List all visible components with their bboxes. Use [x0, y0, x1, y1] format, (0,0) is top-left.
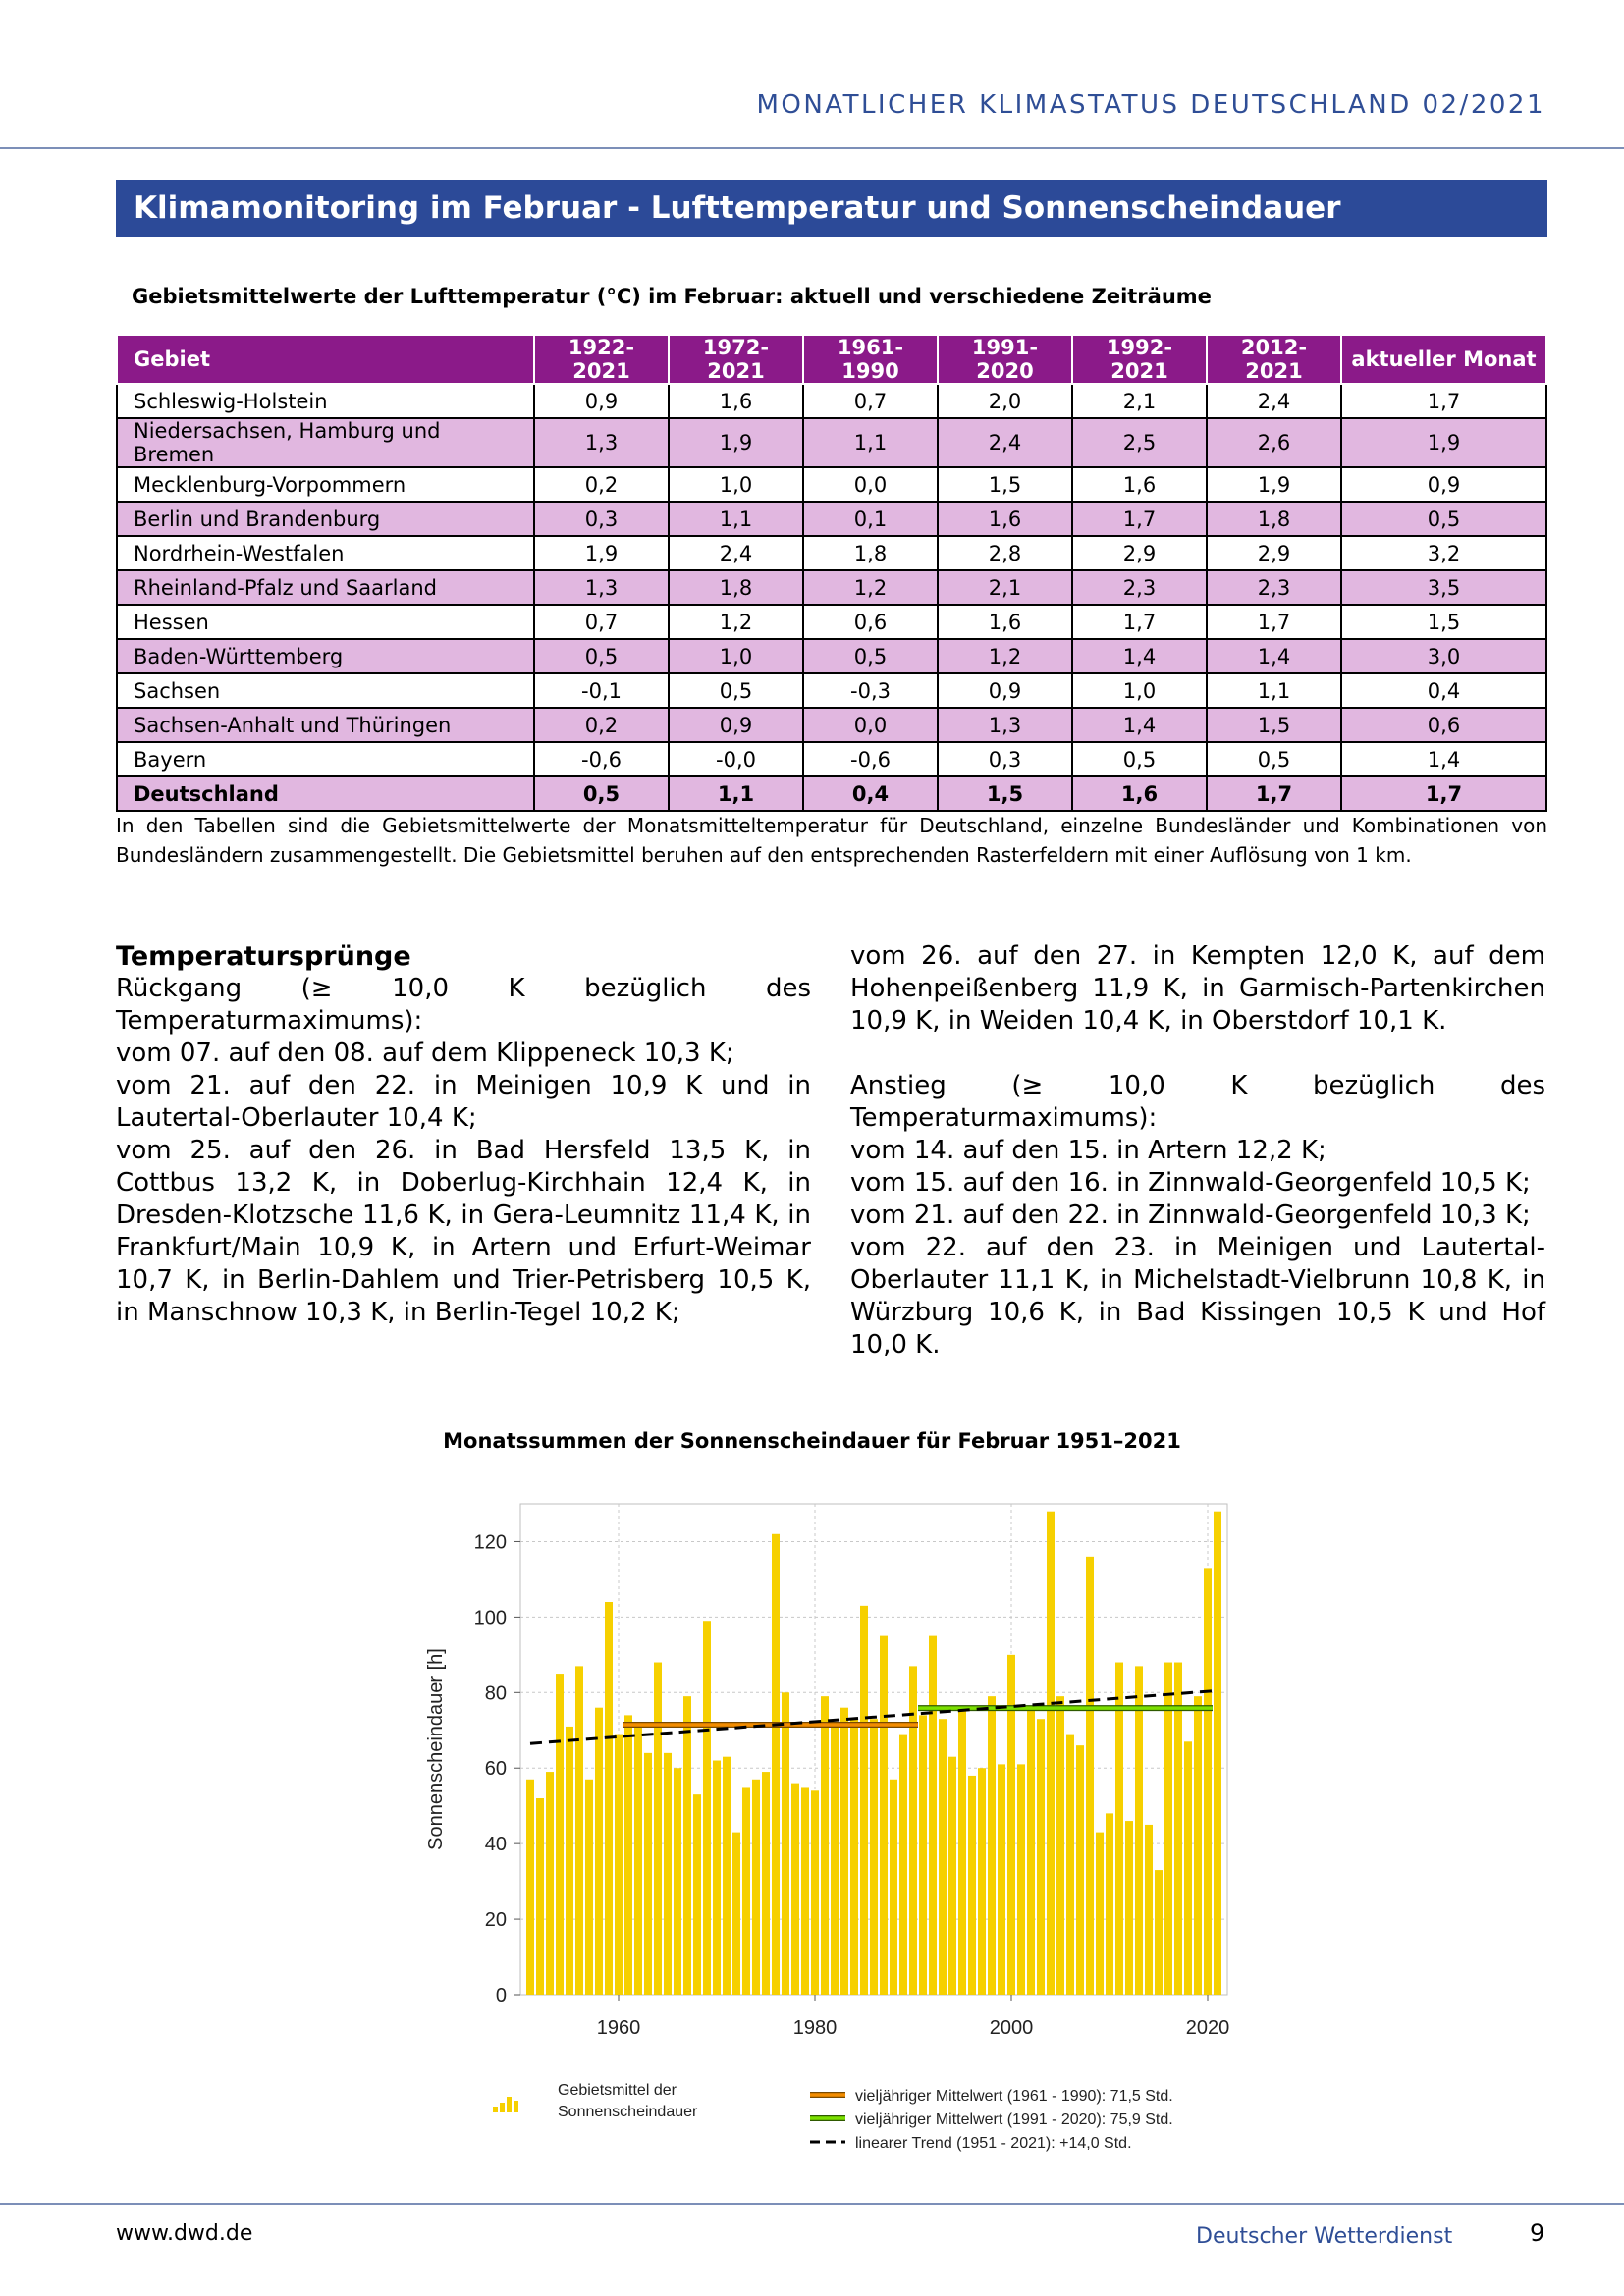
chart-bar: [674, 1768, 681, 1995]
header-cell: 1922-2021: [534, 335, 669, 384]
y-tick-label: 60: [484, 1758, 507, 1781]
value-cell: 1,2: [803, 570, 938, 605]
chart-bar: [968, 1776, 976, 1995]
chart-bar: [880, 1636, 888, 1995]
table-caption: Gebietsmittelwerte der Lufttemperatur (°C) im Februar: aktuell und verschiedene Zeiträume: [132, 285, 1212, 308]
value-cell: 1,7: [1341, 776, 1546, 811]
y-tick-label: 120: [473, 1531, 507, 1554]
chart-bar: [1096, 1833, 1104, 1995]
chart-bar: [1086, 1557, 1094, 1995]
table-row: [117, 605, 1546, 639]
chart-bar: [939, 1719, 947, 1995]
value-cell: 1,4: [1207, 639, 1341, 673]
chart-bar: [1125, 1821, 1133, 1995]
value-cell: 0,5: [669, 673, 803, 708]
region-cell: Bayern: [117, 742, 534, 776]
chart-bar: [1214, 1512, 1221, 1995]
value-cell: 2,6: [1207, 418, 1341, 467]
text-column-left: [116, 940, 811, 1329]
legend-label: Sonnenscheindauer: [558, 2104, 698, 2120]
chart-bar: [978, 1768, 986, 1995]
table-row: [117, 776, 1546, 811]
chart-bar: [526, 1780, 534, 1995]
chart-bar: [791, 1784, 799, 1995]
header-divider: [0, 147, 1624, 149]
chart-bar: [742, 1787, 750, 1995]
chart-bar: [840, 1708, 848, 1995]
region-cell: Nordrhein-Westfalen: [117, 536, 534, 570]
region-cell: Niedersachsen, Hamburg und Bremen: [117, 418, 534, 467]
value-cell: 1,5: [938, 467, 1072, 502]
value-cell: 1,8: [669, 570, 803, 605]
paragraph: vom 07. auf den 08. auf dem Klippeneck 10,3 K;: [116, 1039, 734, 1068]
value-cell: 1,4: [1072, 708, 1207, 742]
y-tick-label: 80: [484, 1682, 507, 1705]
value-cell: 1,9: [534, 536, 669, 570]
table-row: [117, 570, 1546, 605]
chart-bar: [782, 1692, 789, 1995]
value-cell: 1,8: [803, 536, 938, 570]
paragraph: vom 25. auf den 26. in Bad Hersfeld 13,5 K, in Cottbus 13,2 K, in Doberlug-Kirchhain 12,4 K, in Dresden-Klotzsche 11,6 K, in Gera-Leumnitz 11,4 K, in Frankfurt/Main 10,9 K, in Artern und Erfurt-Weimar 10,7 K, in Berlin-Dahlem und Trier-Petrisberg 10,5 K, in Manschnow 10,3 K, in Berlin-Tegel 10,2 K;: [116, 1136, 811, 1327]
value-cell: 1,5: [938, 776, 1072, 811]
chart-bar: [703, 1621, 711, 1995]
value-cell: 1,8: [1207, 502, 1341, 536]
chart-bar: [890, 1780, 897, 1995]
region-cell: Schleswig-Holstein: [117, 384, 534, 418]
chart-bar: [1076, 1745, 1084, 1995]
table-row: [117, 418, 1546, 467]
chart-bar: [595, 1708, 603, 1995]
chart-bar: [811, 1790, 819, 1995]
value-cell: 3,0: [1341, 639, 1546, 673]
chart-bar: [654, 1663, 662, 1995]
chart-bar: [1204, 1568, 1212, 1995]
value-cell: 2,4: [938, 418, 1072, 467]
paragraph: Rückgang (≥ 10,0 K bezüglich des Temperaturmaximums):: [116, 974, 811, 1036]
value-cell: 0,9: [669, 708, 803, 742]
value-cell: 0,1: [803, 502, 938, 536]
value-cell: 0,0: [803, 708, 938, 742]
value-cell: 1,4: [1341, 742, 1546, 776]
chart-bar: [585, 1780, 593, 1995]
chart-bar: [870, 1719, 878, 1995]
chart-bar: [1145, 1825, 1153, 1995]
value-cell: 2,0: [938, 384, 1072, 418]
value-cell: -0,3: [803, 673, 938, 708]
value-cell: 0,9: [1341, 467, 1546, 502]
value-cell: 0,9: [938, 673, 1072, 708]
value-cell: 1,5: [1341, 605, 1546, 639]
chart-bar: [831, 1727, 839, 1995]
value-cell: 0,5: [1072, 742, 1207, 776]
chart-bar: [801, 1787, 809, 1995]
value-cell: 2,1: [1072, 384, 1207, 418]
value-cell: 1,7: [1072, 605, 1207, 639]
chart-title: Monatssummen der Sonnenscheindauer für Februar 1951–2021: [443, 1429, 1181, 1453]
value-cell: 1,0: [669, 467, 803, 502]
region-cell: Rheinland-Pfalz und Saarland: [117, 570, 534, 605]
value-cell: 2,4: [1207, 384, 1341, 418]
value-cell: 1,1: [1207, 673, 1341, 708]
value-cell: -0,6: [803, 742, 938, 776]
header-cell: Gebiet: [117, 335, 534, 384]
chart-bar: [929, 1636, 937, 1995]
paragraph: vom 15. auf den 16. in Zinnwald-Georgenfeld 10,5 K;: [850, 1168, 1531, 1198]
table-header-row: [117, 335, 1546, 384]
y-axis-label: Sonnenscheindauer [h]: [425, 1648, 447, 1850]
chart-bar: [1017, 1764, 1025, 1995]
value-cell: 1,7: [1341, 384, 1546, 418]
region-cell: Sachsen: [117, 673, 534, 708]
table-row: [117, 384, 1546, 418]
chart-bar: [1184, 1741, 1192, 1995]
y-tick-label: 20: [484, 1909, 507, 1932]
value-cell: 1,7: [1207, 605, 1341, 639]
chart-bar: [1174, 1663, 1182, 1995]
chart-bar: [948, 1757, 956, 1995]
chart-bar: [732, 1833, 740, 1995]
value-cell: 0,2: [534, 708, 669, 742]
legend-label: linearer Trend (1951 - 2021): +14,0 Std.: [855, 2135, 1132, 2152]
value-cell: 0,5: [534, 639, 669, 673]
header-cell: aktueller Monat: [1341, 335, 1546, 384]
region-cell: Berlin und Brandenburg: [117, 502, 534, 536]
table-row: [117, 467, 1546, 502]
value-cell: 1,2: [938, 639, 1072, 673]
value-cell: 0,9: [534, 384, 669, 418]
value-cell: 1,5: [1207, 708, 1341, 742]
value-cell: 2,9: [1072, 536, 1207, 570]
value-cell: 2,3: [1072, 570, 1207, 605]
chart-bar: [1135, 1666, 1143, 1995]
chart-bar: [752, 1780, 760, 1995]
x-tick-label: 1960: [596, 2017, 641, 2039]
value-cell: 1,0: [1072, 673, 1207, 708]
value-cell: 1,6: [1072, 467, 1207, 502]
text-column-right: [850, 940, 1545, 1362]
chart-bar: [1056, 1696, 1064, 1995]
chart-bar: [634, 1723, 642, 1995]
value-cell: 0,5: [1207, 742, 1341, 776]
table-row: [117, 742, 1546, 776]
value-cell: 1,6: [1072, 776, 1207, 811]
chart-bar: [860, 1606, 868, 1995]
value-cell: 1,2: [669, 605, 803, 639]
table-row: [117, 639, 1546, 673]
chart-bar: [1155, 1870, 1163, 1995]
value-cell: 0,7: [534, 605, 669, 639]
section-heading: Temperatursprünge: [116, 941, 411, 972]
header-cell: 1972-2021: [669, 335, 803, 384]
chart-bar: [988, 1696, 996, 1995]
chart-bar: [723, 1757, 731, 1995]
value-cell: 0,6: [803, 605, 938, 639]
chart-bar: [919, 1715, 927, 1995]
value-cell: 1,3: [938, 708, 1072, 742]
value-cell: -0,6: [534, 742, 669, 776]
value-cell: 0,5: [1341, 502, 1546, 536]
value-cell: 1,9: [1341, 418, 1546, 467]
chart-bar: [605, 1602, 613, 1995]
chart-bar: [566, 1727, 573, 1995]
chart-bar: [899, 1735, 907, 1995]
temperature-table: [116, 334, 1547, 812]
y-tick-label: 0: [495, 1985, 507, 2006]
x-tick-label: 2000: [989, 2017, 1034, 2039]
value-cell: 1,4: [1072, 639, 1207, 673]
footer-organization: Deutscher Wetterdienst: [1196, 2224, 1453, 2249]
region-cell: Sachsen-Anhalt und Thüringen: [117, 708, 534, 742]
value-cell: 1,6: [938, 502, 1072, 536]
chart-bar: [546, 1772, 554, 1995]
legend-label: vieljähriger Mittelwert (1991 - 2020): 75,9 Std.: [855, 2111, 1173, 2128]
value-cell: 0,6: [1341, 708, 1546, 742]
legend-label: Gebietsmittel der: [558, 2082, 677, 2099]
y-tick-label: 40: [484, 1834, 507, 1856]
value-cell: 1,6: [669, 384, 803, 418]
value-cell: 1,3: [534, 418, 669, 467]
paragraph: vom 21. auf den 22. in Zinnwald-Georgenfeld 10,3 K;: [850, 1201, 1531, 1230]
value-cell: -0,1: [534, 673, 669, 708]
footer-url: www.dwd.de: [116, 2221, 253, 2246]
paragraph: vom 26. auf den 27. in Kempten 12,0 K, auf dem Hohenpeißenberg 11,9 K, in Garmisch-Partenkirchen 10,9 K, in Weiden 10,4 K, in Oberstdorf 10,1 K.: [850, 941, 1545, 1036]
value-cell: 1,9: [1207, 467, 1341, 502]
region-cell: Deutschland: [117, 776, 534, 811]
legend-bars-icon: [514, 2101, 518, 2112]
table-row: [117, 502, 1546, 536]
region-cell: Baden-Württemberg: [117, 639, 534, 673]
value-cell: 3,2: [1341, 536, 1546, 570]
legend-label: vieljähriger Mittelwert (1961 - 1990): 71,5 Std.: [855, 2088, 1173, 2105]
value-cell: 2,1: [938, 570, 1072, 605]
paragraph: vom 22. auf den 23. in Meinigen und Lautertal-Oberlauter 11,1 K, in Michelstadt-Vielbrunn 10,8 K, in Würzburg 10,6 K, in Bad Kissingen 10,5 K und Hof 10,0 K.: [850, 1233, 1545, 1360]
y-tick-label: 100: [473, 1607, 507, 1629]
paragraph: vom 14. auf den 15. in Artern 12,2 K;: [850, 1136, 1326, 1165]
value-cell: 2,8: [938, 536, 1072, 570]
header-cell: 1992-2021: [1072, 335, 1207, 384]
value-cell: 2,9: [1207, 536, 1341, 570]
value-cell: 0,5: [803, 639, 938, 673]
value-cell: 2,4: [669, 536, 803, 570]
value-cell: 0,0: [803, 467, 938, 502]
chart-bar: [958, 1712, 966, 1995]
footer-divider: [0, 2203, 1624, 2205]
chart-bar: [556, 1674, 564, 1995]
chart-bar: [624, 1715, 632, 1995]
chart-bar: [713, 1761, 721, 1995]
section-title: Klimamonitoring im Februar - Lufttemperatur und Sonnenscheindauer: [116, 180, 1547, 237]
paragraph: Anstieg (≥ 10,0 K bezüglich des Temperaturmaximums):: [850, 1071, 1545, 1133]
table-note: In den Tabellen sind die Gebietsmittelwerte der Monatsmitteltemperatur für Deutschland, einzelne Bundesländer und Kombinationen von Bundesländern zusammengestellt. Die Gebietsmittel beruhen auf den entsprechenden Rasterfeldern mit einer Auflösung von 1 km.: [116, 814, 1547, 867]
chart-bar: [575, 1666, 583, 1995]
chart-bar: [1115, 1663, 1123, 1995]
chart-bar: [772, 1534, 780, 1995]
chart-bar: [762, 1772, 770, 1995]
header-cell: 2012-2021: [1207, 335, 1341, 384]
chart-bar: [693, 1794, 701, 1995]
value-cell: 1,9: [669, 418, 803, 467]
value-cell: 0,3: [938, 742, 1072, 776]
x-tick-label: 1980: [792, 2017, 838, 2039]
table-row: [117, 673, 1546, 708]
report-title: MONATLICHER KLIMASTATUS DEUTSCHLAND 02/2021: [756, 90, 1545, 120]
value-cell: 1,1: [669, 502, 803, 536]
value-cell: 2,5: [1072, 418, 1207, 467]
chart-bar: [1106, 1813, 1113, 1995]
chart-bar: [1047, 1512, 1055, 1995]
chart-bar: [1066, 1735, 1074, 1995]
value-cell: 0,3: [534, 502, 669, 536]
value-cell: 0,2: [534, 467, 669, 502]
value-cell: 0,4: [1341, 673, 1546, 708]
table-row: [117, 708, 1546, 742]
value-cell: 1,7: [1207, 776, 1341, 811]
table-row: [117, 536, 1546, 570]
chart-bar: [1037, 1719, 1045, 1995]
value-cell: 1,1: [803, 418, 938, 467]
value-cell: -0,0: [669, 742, 803, 776]
legend-bars-icon: [500, 2103, 505, 2112]
chart-bar: [615, 1735, 623, 1995]
chart-bar: [998, 1764, 1005, 1995]
chart-bar: [664, 1753, 672, 1995]
chart-bar: [644, 1753, 652, 1995]
value-cell: 1,3: [534, 570, 669, 605]
page-number: 9: [1530, 2219, 1545, 2247]
value-cell: 1,6: [938, 605, 1072, 639]
value-cell: 2,3: [1207, 570, 1341, 605]
chart-bar: [1027, 1708, 1035, 1995]
header-cell: 1991-2020: [938, 335, 1072, 384]
region-cell: Hessen: [117, 605, 534, 639]
value-cell: 0,7: [803, 384, 938, 418]
chart-bar: [1164, 1663, 1172, 1995]
chart-bar: [850, 1719, 858, 1995]
chart-bar: [1194, 1696, 1202, 1995]
value-cell: 3,5: [1341, 570, 1546, 605]
chart-bar: [821, 1696, 829, 1995]
legend-bars-icon: [493, 2107, 498, 2112]
paragraph: vom 21. auf den 22. in Meinigen 10,9 K und in Lautertal-Oberlauter 10,4 K;: [116, 1071, 811, 1133]
legend-bars-icon: [507, 2097, 512, 2112]
value-cell: 1,1: [669, 776, 803, 811]
chart-bar: [683, 1696, 691, 1995]
value-cell: 1,0: [669, 639, 803, 673]
header-cell: 1961-1990: [803, 335, 938, 384]
sunshine-chart: [412, 1492, 1257, 2160]
value-cell: 0,4: [803, 776, 938, 811]
chart-bar: [536, 1798, 544, 1995]
x-tick-label: 2020: [1185, 2017, 1230, 2039]
value-cell: 1,7: [1072, 502, 1207, 536]
region-cell: Mecklenburg-Vorpommern: [117, 467, 534, 502]
value-cell: 0,5: [534, 776, 669, 811]
